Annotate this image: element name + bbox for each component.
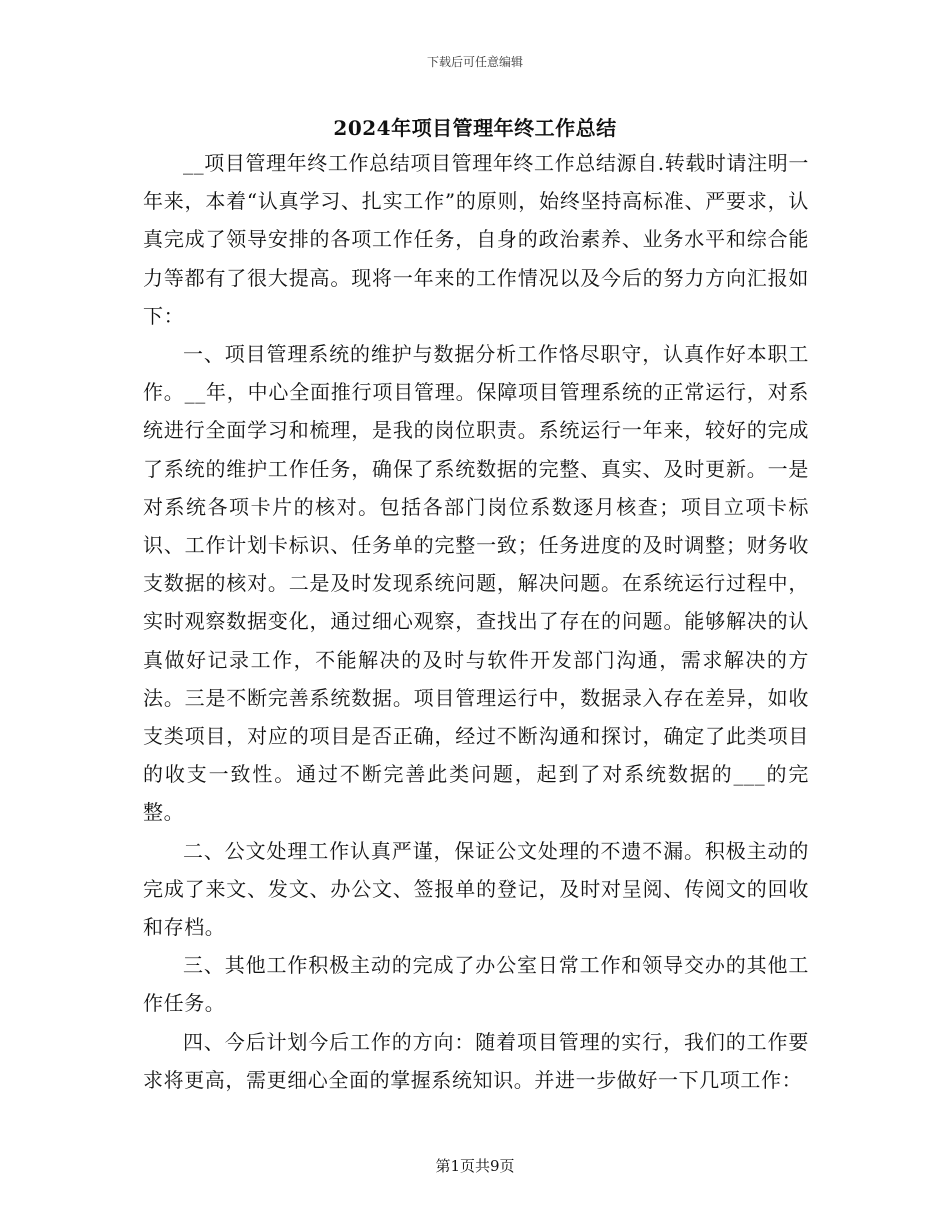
paragraph-intro: __项目管理年终工作总结项目管理年终工作总结源自.转载时请注明一年来，本着“认真学习、扎实工作”的原则，始终坚持高标准、严要求，认真完成了领导安排的各项工作任务，自身的政治素养、业务水平和综合能力等都有了很大提高。现将一年来的工作情况以及今后的努力方向汇报如下： bbox=[143, 151, 809, 328]
paragraph-section-2: 二、公文处理工作认真严谨，保证公文处理的不遗不漏。积极主动的完成了来文、发文、办公文、签报单的登记，及时对呈阅、传阅文的回收和存档。 bbox=[143, 838, 809, 940]
paragraph-section-1: 一、项目管理系统的维护与数据分析工作恪尽职守，认真作好本职工作。__年，中心全面推行项目管理。保障项目管理系统的正常运行，对系统进行全面学习和梳理，是我的岗位职责。系统运行一年来，较好的完成了系统的维护工作任务，确保了系统数据的完整、真实、及时更新。一是对系统各项卡片的核对。包括各部门岗位系数逐月核查；项目立项卡标识、工作计划卡标识、任务单的完整一致；任务进度的及时调整；财务收支数据的核对。二是及时发现系统问题，解决问题。在系统运行过程中，实时观察数据变化，通过细心观察，查找出了存在的问题。能够解决的认真做好记录工作，不能解决的及时与软件开发部门沟通，需求解决的方法。三是不断完善系统数据。项目管理运行中，数据录入存在差异，如收支类项目，对应的项目是否正确，经过不断沟通和探讨，确定了此类项目的收支一致性。通过不断完善此类问题，起到了对系统数据的___的完整。 bbox=[143, 342, 809, 825]
paragraph-section-4: 四、今后计划今后工作的方向：随着项目管理的实行，我们的工作要求将更高，需更细心全面的掌握系统知识。并进一步做好一下几项工作： bbox=[143, 1029, 809, 1092]
document-title: 2024年项目管理年终工作总结 bbox=[333, 116, 617, 140]
page-indicator: 第1页共9页 bbox=[435, 1157, 515, 1175]
paragraph-section-3: 三、其他工作积极主动的完成了办公室日常工作和领导交办的其他工作任务。 bbox=[143, 953, 809, 1016]
header-note: 下载后可任意编辑 bbox=[426, 55, 523, 69]
document-body bbox=[143, 144, 809, 1099]
